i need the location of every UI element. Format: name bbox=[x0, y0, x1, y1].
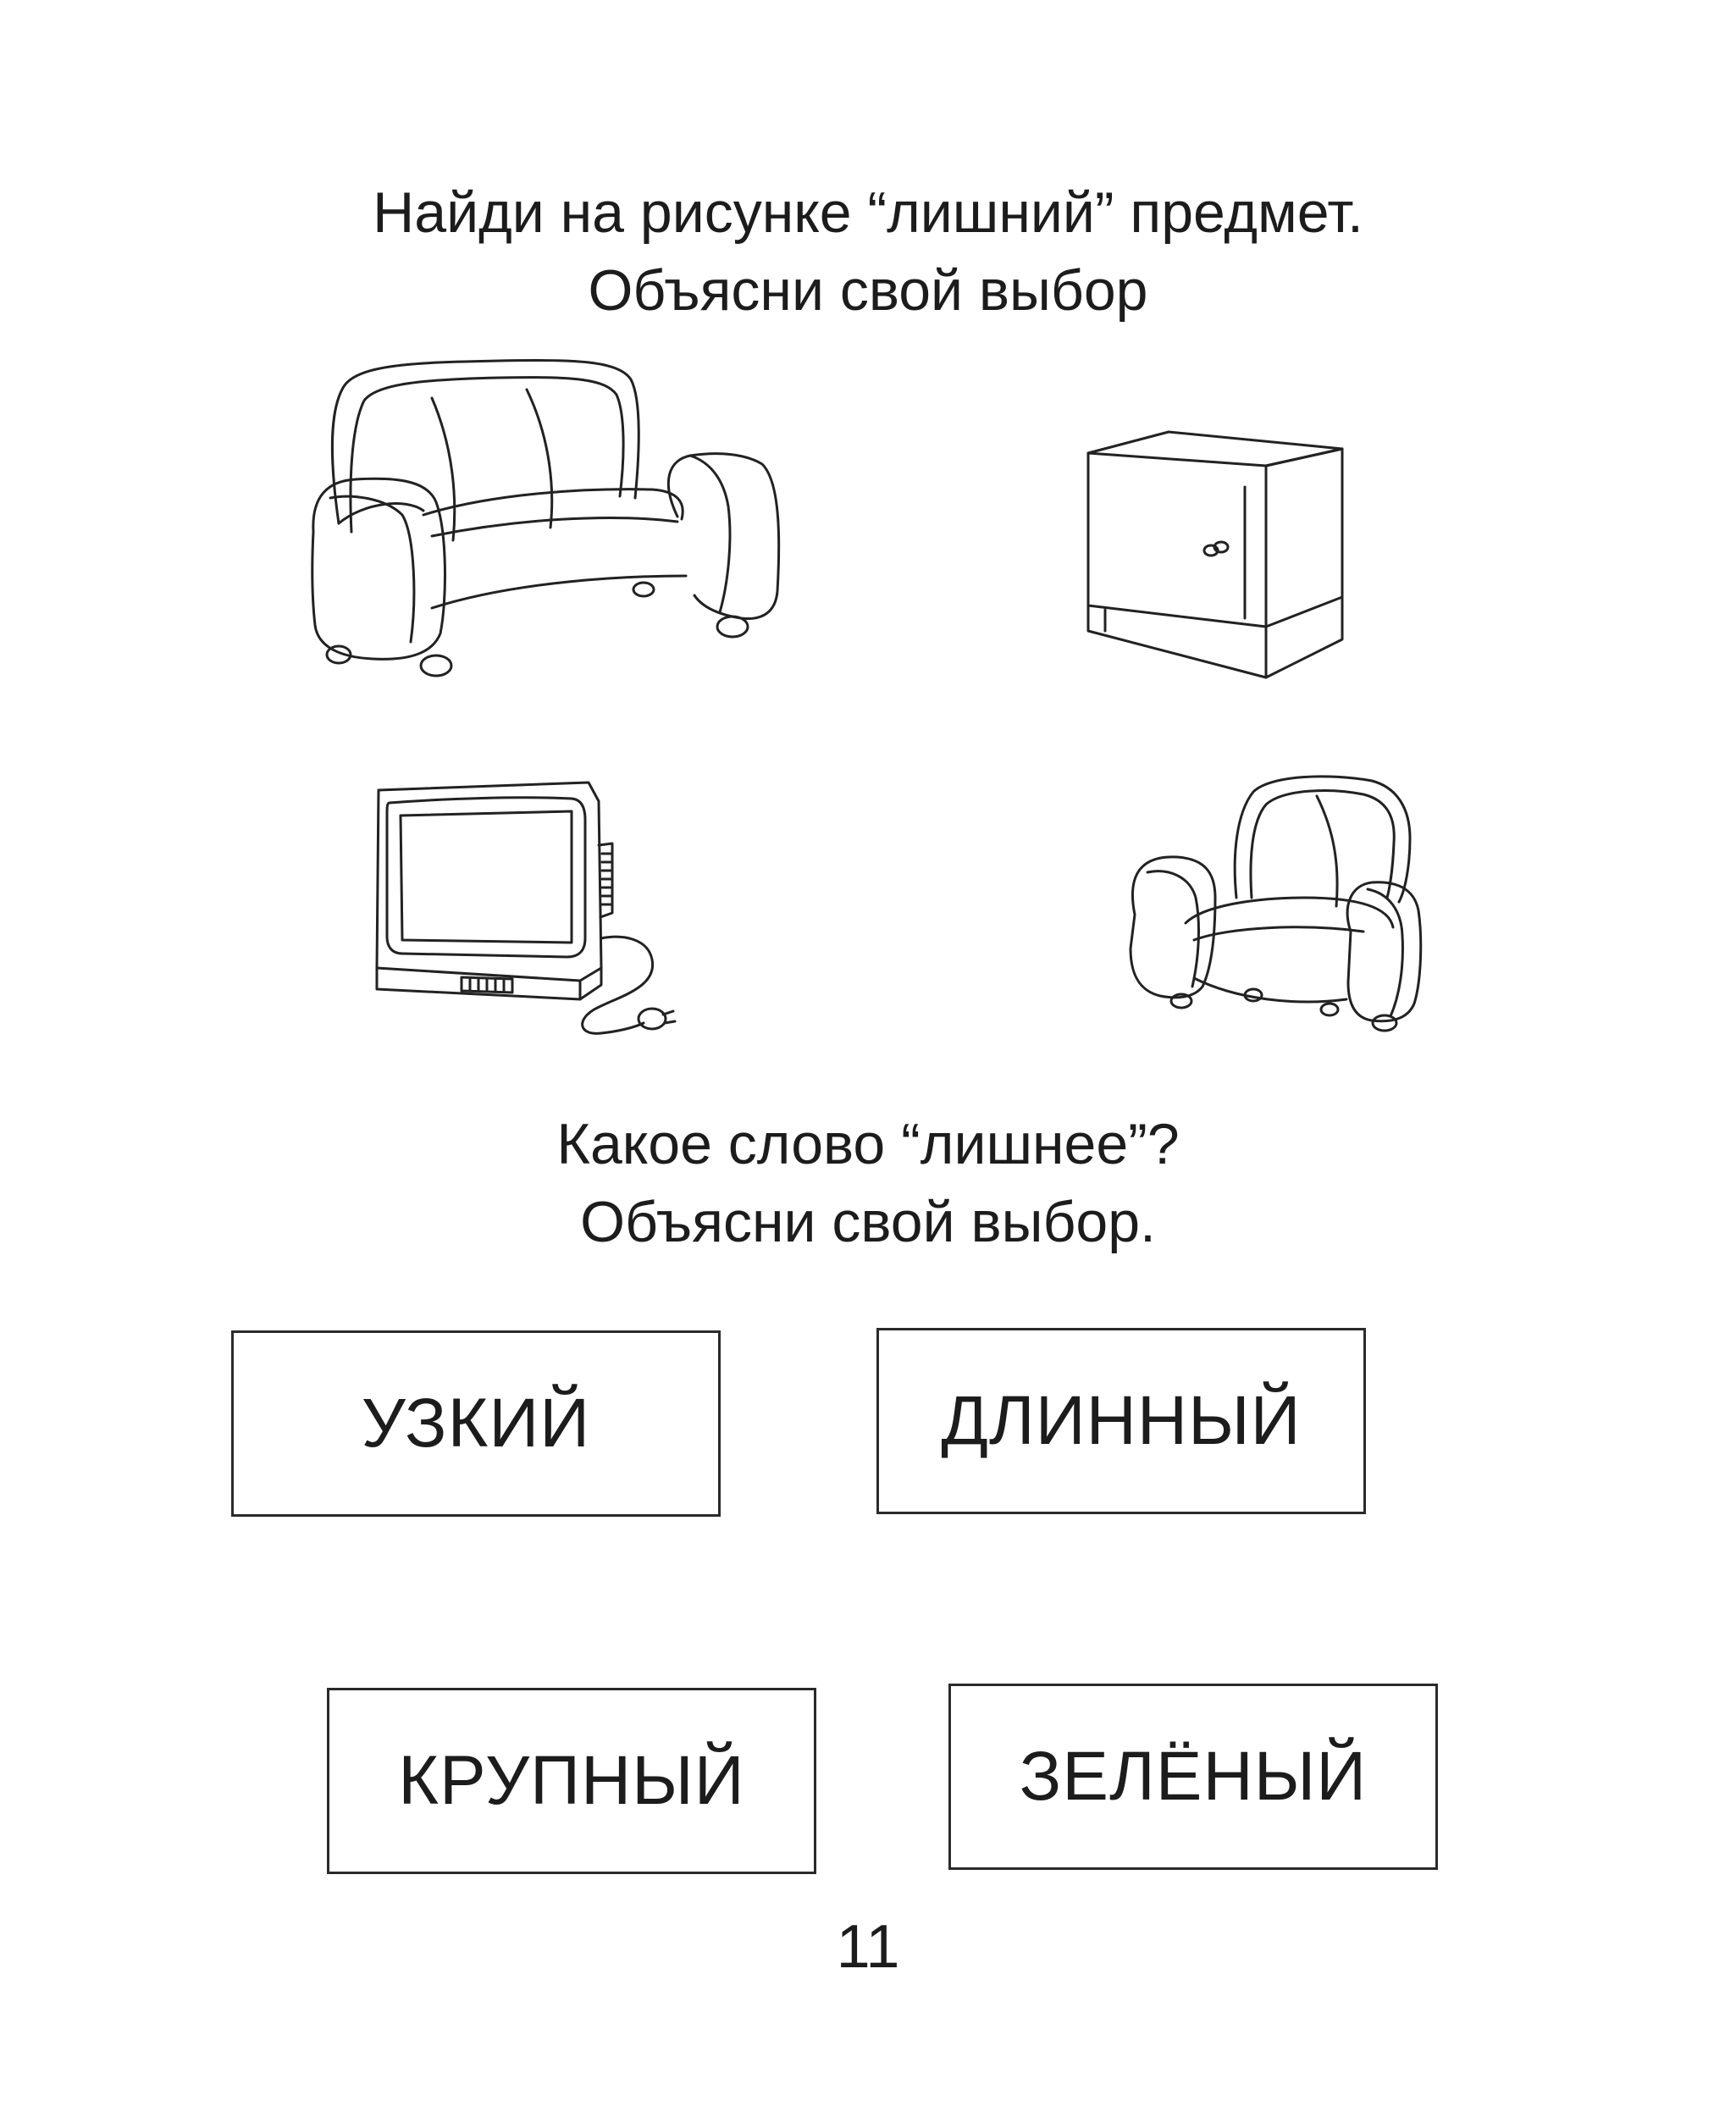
page-number: 11 bbox=[836, 1913, 900, 1981]
tv-icon[interactable] bbox=[368, 777, 686, 1048]
word-card-large[interactable]: КРУПНЫЙ bbox=[327, 1688, 816, 1874]
sofa-icon[interactable] bbox=[305, 354, 796, 693]
word-card-narrow[interactable]: УЗКИЙ bbox=[231, 1330, 721, 1517]
word-card-green[interactable]: ЗЕЛЁНЫЙ bbox=[948, 1684, 1438, 1870]
task1-line1: Найди на рисунке “лишний” предмет. bbox=[373, 180, 1363, 245]
cabinet-icon[interactable] bbox=[1084, 428, 1346, 682]
task2-heading bbox=[0, 1105, 1736, 1261]
task1-line2: Объясни свой выбор bbox=[588, 258, 1148, 323]
task2-line2: Объясни свой выбор. bbox=[580, 1190, 1156, 1254]
task2-line1: Какое слово “лишнее”? bbox=[556, 1112, 1180, 1176]
word-card-long[interactable]: ДЛИННЫЙ bbox=[876, 1328, 1366, 1514]
task1-heading bbox=[0, 174, 1736, 329]
armchair-icon[interactable] bbox=[1118, 771, 1423, 1033]
